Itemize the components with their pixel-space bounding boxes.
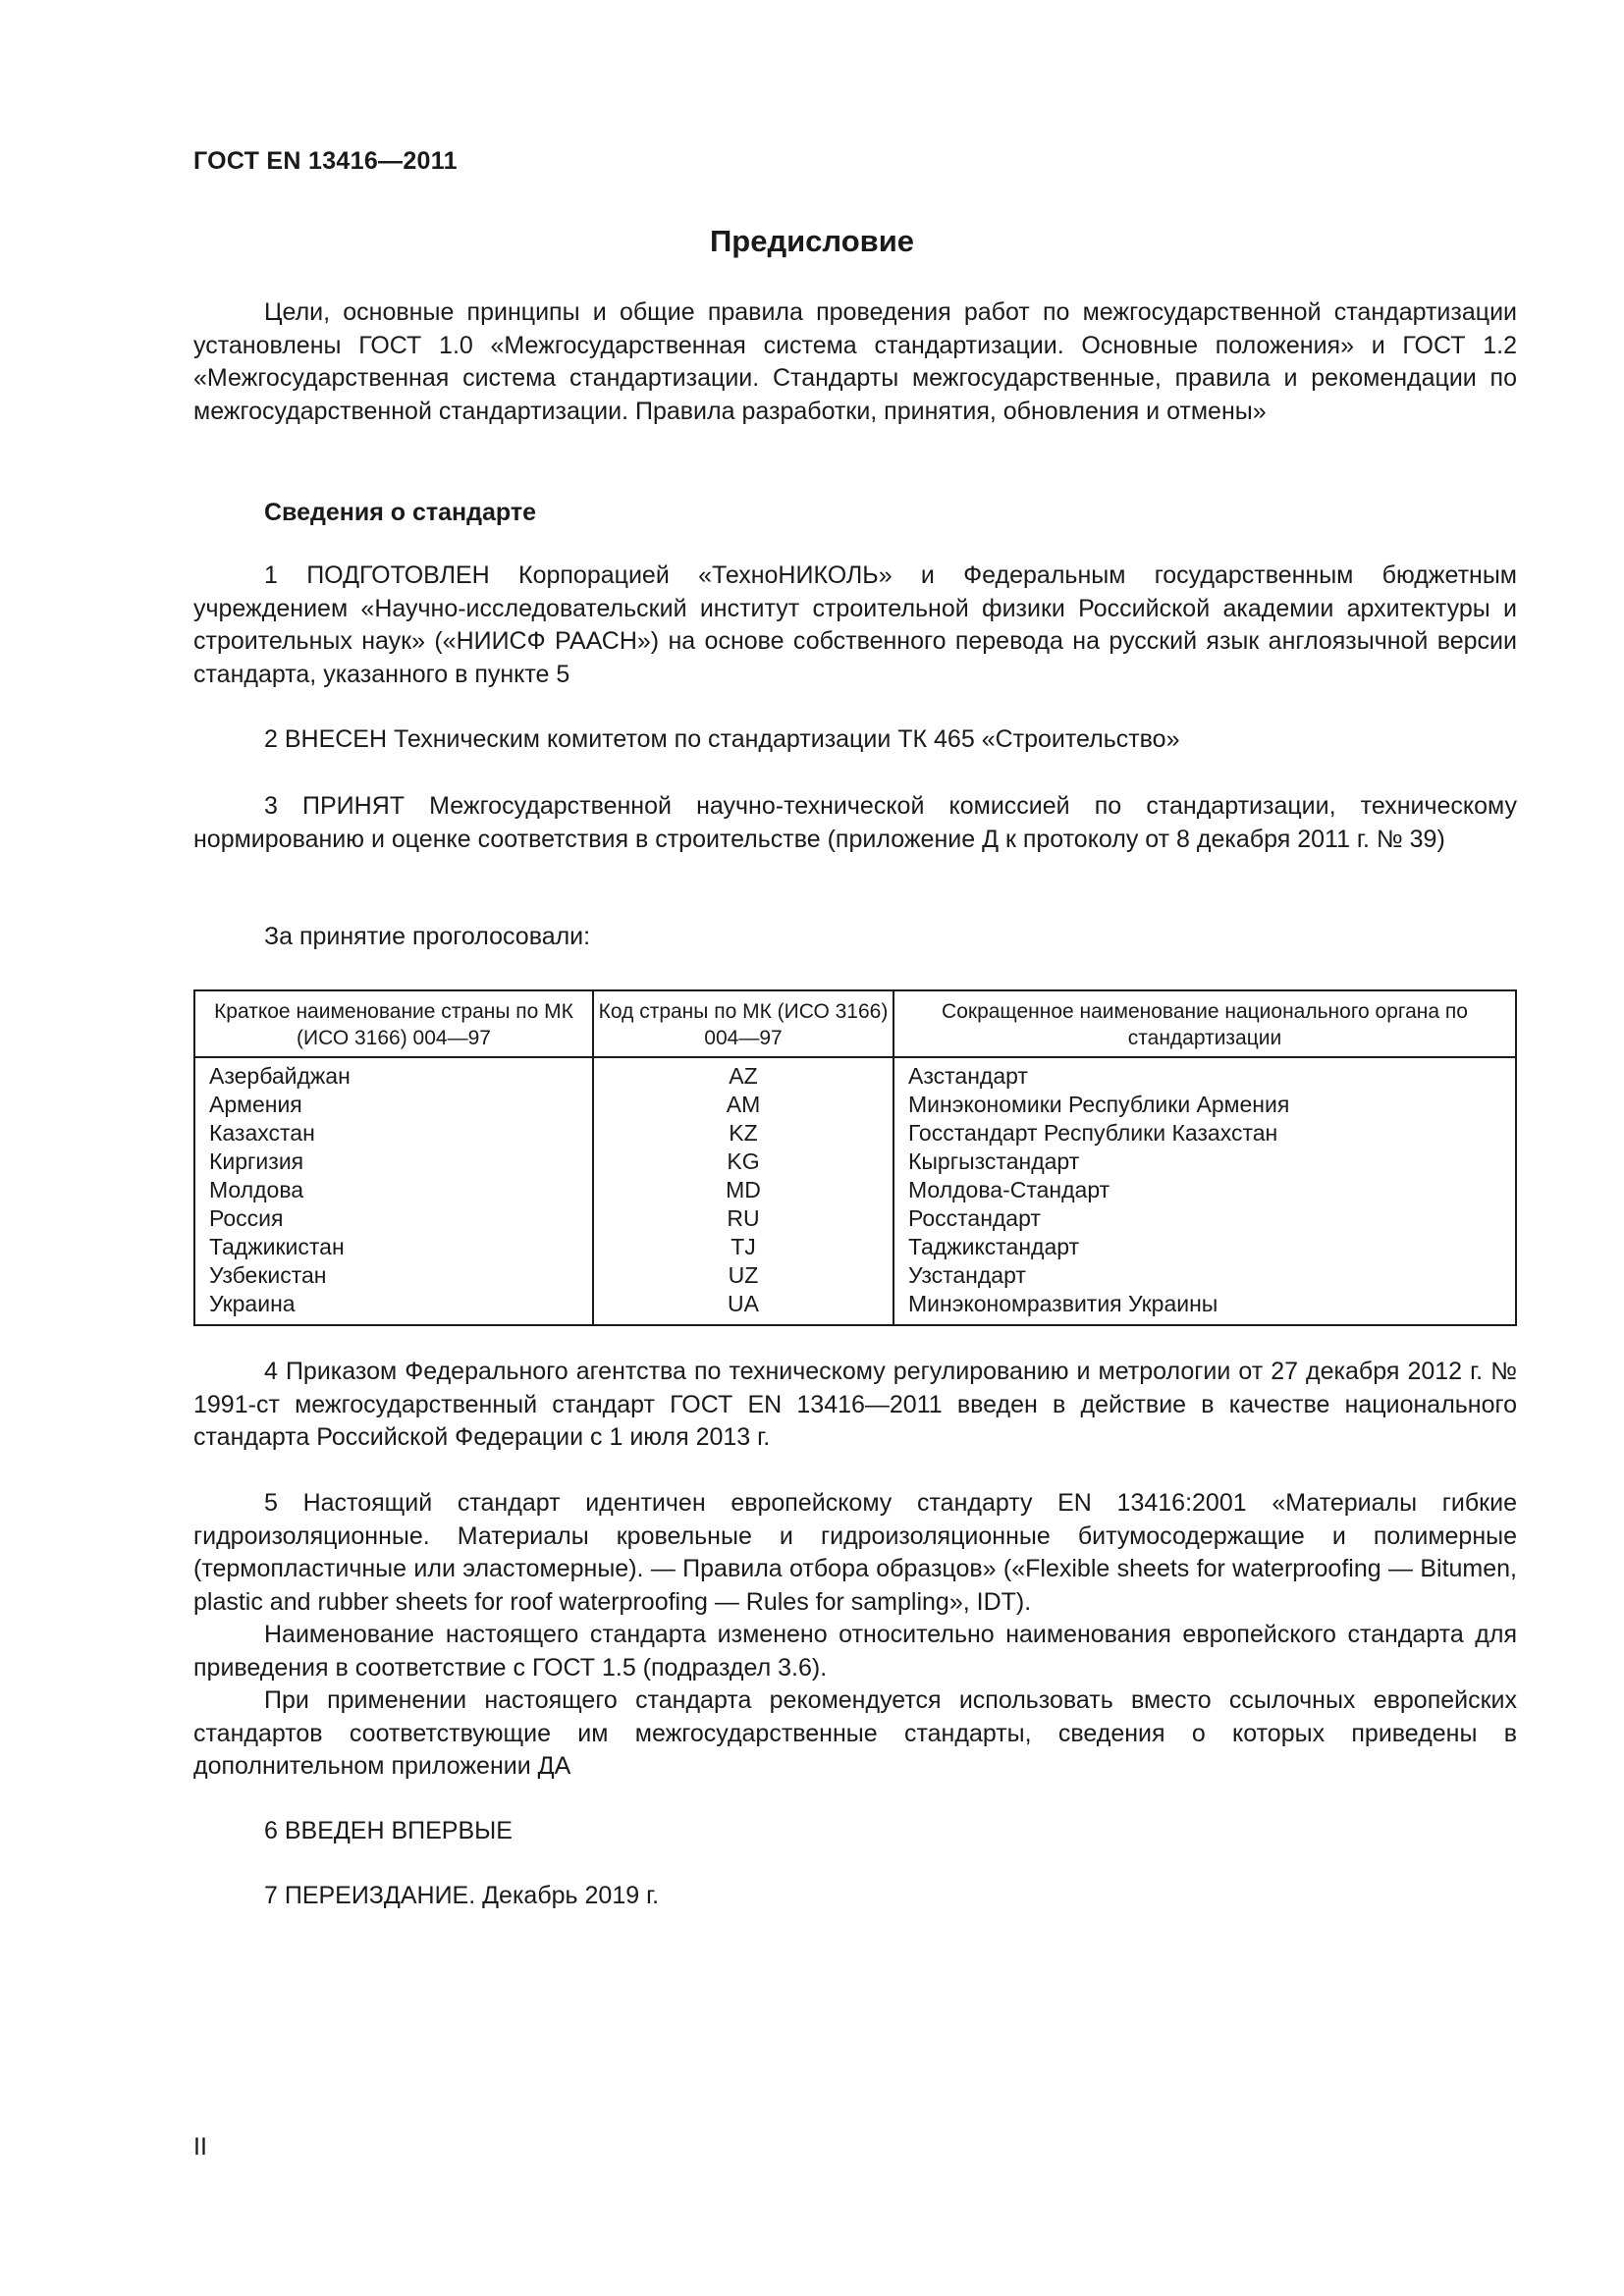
country-cell: Узбекистан: [194, 1261, 593, 1290]
intro-paragraph: Цели, основные принципы и общие правила проведения работ по межгосударственной стандартизации установлены ГОСТ 1.0 «Межгосударственная система стандартизации. Основные положения» и ГОСТ 1.2 «Межгосударственная система стандартизации. Стандарты межгосударственные, правила и рекомендации по межгосударственной стандартизации. Правила разработки, принятия, обновления и отмены»: [193, 298, 1517, 425]
item-5-identical: 5 Настоящий стандарт идентичен европейскому стандарту EN 13416:2001 «Материалы гибкие гидроизоляционные. Материалы кровельные и гидроизоляционные битумосодержащие и полимерные (термопластичные или эластомерные). — Правила отбора образцов» («Flexible sheets for waterproofing — Bitumen, plastic and rubber sheets for roof waterproofing — Rules for sampling», IDT).: [193, 1489, 1517, 1616]
body-cell: Узстандарт: [908, 1262, 1026, 1288]
body-cell: Госстандарт Республики Казахстан: [908, 1120, 1278, 1146]
section-title: Предисловие: [709, 224, 914, 258]
country-cell: Армения: [194, 1091, 593, 1119]
code-cell: AZ: [593, 1057, 893, 1091]
body-cell: Минэкономразвития Украины: [908, 1291, 1218, 1316]
country-cell: Украина: [194, 1290, 593, 1325]
table-row: [194, 1204, 1516, 1233]
code-cell: KG: [593, 1148, 893, 1176]
body-cell: Минэкономики Республики Армения: [908, 1092, 1290, 1117]
table-row: [194, 1119, 1516, 1148]
table-row: [194, 1057, 1516, 1091]
country-cell: Россия: [194, 1204, 593, 1233]
code-cell: TJ: [593, 1233, 893, 1261]
document-code-header: ГОСТ EN 13416—2011: [193, 147, 458, 175]
body-cell: Молдова-Стандарт: [908, 1177, 1110, 1202]
table-row: [194, 1148, 1516, 1176]
country-cell: Казахстан: [194, 1119, 593, 1148]
table-row: [194, 1261, 1516, 1290]
item-5-name-change: Наименование настоящего стандарта изменено относительно наименования европейского стандарта для приведения в соответствие с ГОСТ 1.5 (подраздел 3.6).: [193, 1621, 1517, 1682]
item-1-prepared: 1 ПОДГОТОВЛЕН Корпорацией «ТехноНИКОЛЬ» и Федеральным государственным бюджетным учреждением «Научно-исследовательский институт строительной физики Российской академии архитектуры и строительных наук» («НИИСФ РААСН») на основе собственного перевода на русский язык англоязычной версии стандарта, указанного в пункте 5: [193, 561, 1517, 688]
table-row: [194, 1290, 1516, 1325]
voted-label: За принятие проголосовали:: [264, 923, 591, 950]
table-header-row: [194, 990, 1516, 1057]
body-cell: Азстандарт: [908, 1063, 1028, 1089]
item-3-adopted: 3 ПРИНЯТ Межгосударственной научно-технической комиссией по стандартизации, техническому нормированию и оценке соответствия в строительстве (приложение Д к протоколу от 8 декабря 2011 г. № 39): [193, 792, 1517, 853]
code-cell: RU: [593, 1204, 893, 1233]
body-cell: Таджикстандарт: [908, 1234, 1080, 1259]
code-cell: AM: [593, 1091, 893, 1119]
page-number: II: [193, 2133, 207, 2161]
table-row: [194, 1176, 1516, 1204]
code-cell: UA: [593, 1290, 893, 1325]
code-cell: KZ: [593, 1119, 893, 1148]
item-2-submitted: 2 ВНЕСЕН Техническим комитетом по стандартизации ТК 465 «Строительство»: [264, 725, 1180, 753]
voting-countries-table: [193, 989, 1517, 1326]
item-5-references: При применении настоящего стандарта рекомендуется использовать вместо ссылочных европейских стандартов соответствующие им межгосударственные стандарты, сведения о которых приведены в дополнительном приложении ДА: [193, 1686, 1517, 1780]
header-code: Код страны по МК (ИСО 3166) 004—97: [593, 990, 893, 1057]
body-cell: Росстандарт: [908, 1205, 1041, 1231]
standard-info-heading: Сведения о стандарте: [264, 499, 537, 526]
header-country: Краткое наименование страны по МК (ИСО 3166) 004—97: [194, 990, 593, 1057]
item-4-enacted: 4 Приказом Федерального агентства по техническому регулированию и метрологии от 27 декабря 2012 г. № 1991-ст межгосударственный стандарт ГОСТ EN 13416—2011 введен в действие в качестве национального стандарта Российской Федерации с 1 июля 2013 г.: [193, 1358, 1517, 1451]
body-cell: Кыргызстандарт: [908, 1148, 1080, 1174]
table-row: [194, 1091, 1516, 1119]
code-cell: UZ: [593, 1261, 893, 1290]
country-cell: Азербайджан: [194, 1057, 593, 1091]
country-cell: Молдова: [194, 1176, 593, 1204]
code-cell: MD: [593, 1176, 893, 1204]
item-6-first-introduced: 6 ВВЕДЕН ВПЕРВЫЕ: [264, 1817, 513, 1844]
table-row: [194, 1233, 1516, 1261]
country-cell: Киргизия: [194, 1148, 593, 1176]
country-cell: Таджикистан: [194, 1233, 593, 1261]
item-7-reissue: 7 ПЕРЕИЗДАНИЕ. Декабрь 2019 г.: [264, 1882, 660, 1909]
header-body: Сокращенное наименование национального органа по стандартизации: [893, 990, 1516, 1057]
